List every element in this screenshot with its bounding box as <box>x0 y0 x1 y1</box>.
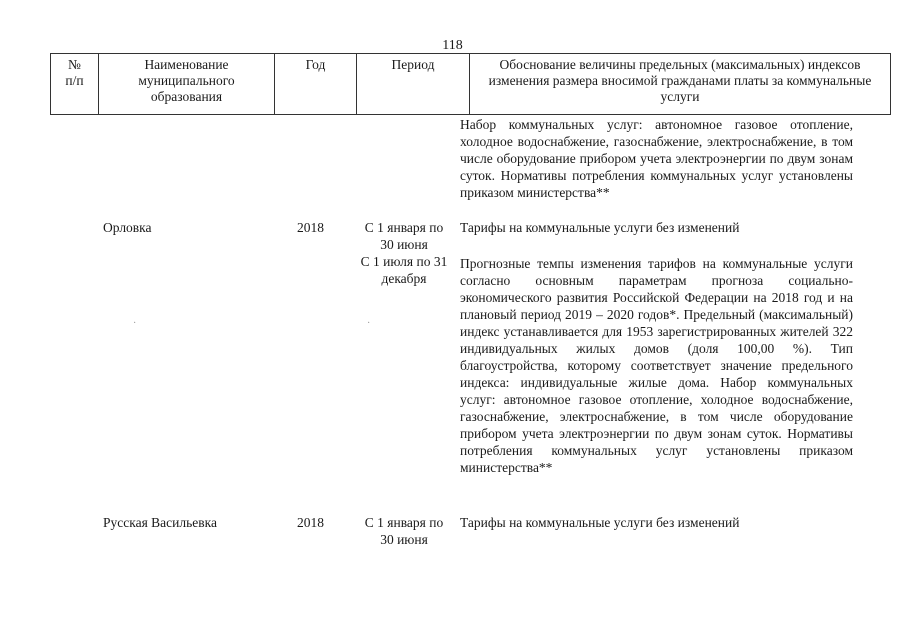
row-year-russkaya-vasilyevka: 2018 <box>297 515 324 530</box>
row-period-russkaya-vasilyevka-1: С 1 января по 30 июня <box>364 515 444 547</box>
header-period-cell <box>357 54 470 115</box>
header-name: Наименование муниципального образования <box>138 57 235 104</box>
header-number-cell <box>51 54 99 115</box>
header-number: № п/п <box>65 57 84 88</box>
page-number: 118 <box>442 38 463 53</box>
header-name-cell <box>99 54 275 115</box>
header-year-cell <box>275 54 357 115</box>
scan-speck: · <box>133 318 137 329</box>
table-header <box>50 53 891 115</box>
row-period-orlovka-1: С 1 января по 30 июня <box>364 220 444 252</box>
row-justification-russkaya-vasilyevka-1: Тарифы на коммунальные услуги без изменений <box>460 515 740 530</box>
row-year-orlovka: 2018 <box>297 220 324 235</box>
scan-speck: · <box>367 318 371 329</box>
header-year: Год <box>305 57 326 72</box>
row-period-orlovka-2: С 1 июля по 31 декабря <box>360 254 448 286</box>
header-justification: Обоснование величины предельных (максимальных) индексов изменения размера вносимой гражданами платы за коммунальные услуги <box>488 57 872 104</box>
row-name-orlovka: Орловка <box>103 220 152 235</box>
row-justification-orlovka-1: Тарифы на коммунальные услуги без изменений <box>460 220 740 235</box>
header-period: Период <box>391 57 435 72</box>
row-justification-orlovka-2: Прогнозные темпы изменения тарифов на коммунальные услуги согласно основным параметрам прогноза социально-экономического развития Российской Федерации на 2018 год и на плановый период 2019 – 2020 годов*. Предельный (максимальный) индекс устанавливается для 1953 зарегистрированных жителей 322 индивидуальных жилых домов (доля 100,00 %). Тип благоустройства, которому соответствует значение предельного индекса: индивидуальные жилые дома. Набор коммунальных услуг: автономное газовое отопление, холодное водоснабжение, газоснабжение, электроснабжение, в том числе оборудование прибором учета электроэнергии по двум зонам суток. Нормативы потребления коммунальных услуг установлены приказом министерства** <box>460 256 853 475</box>
continuation-justification: Набор коммунальных услуг: автономное газовое отопление, холодное водоснабжение, газоснабжение, электроснабжение, в том числе оборудование прибором учета электроэнергии по двум зонам суток. Нормативы потребления коммунальных услуг установлены приказом министерства** <box>460 117 853 200</box>
row-name-russkaya-vasilyevka: Русская Васильевка <box>103 515 217 530</box>
header-justification-cell <box>470 54 891 115</box>
